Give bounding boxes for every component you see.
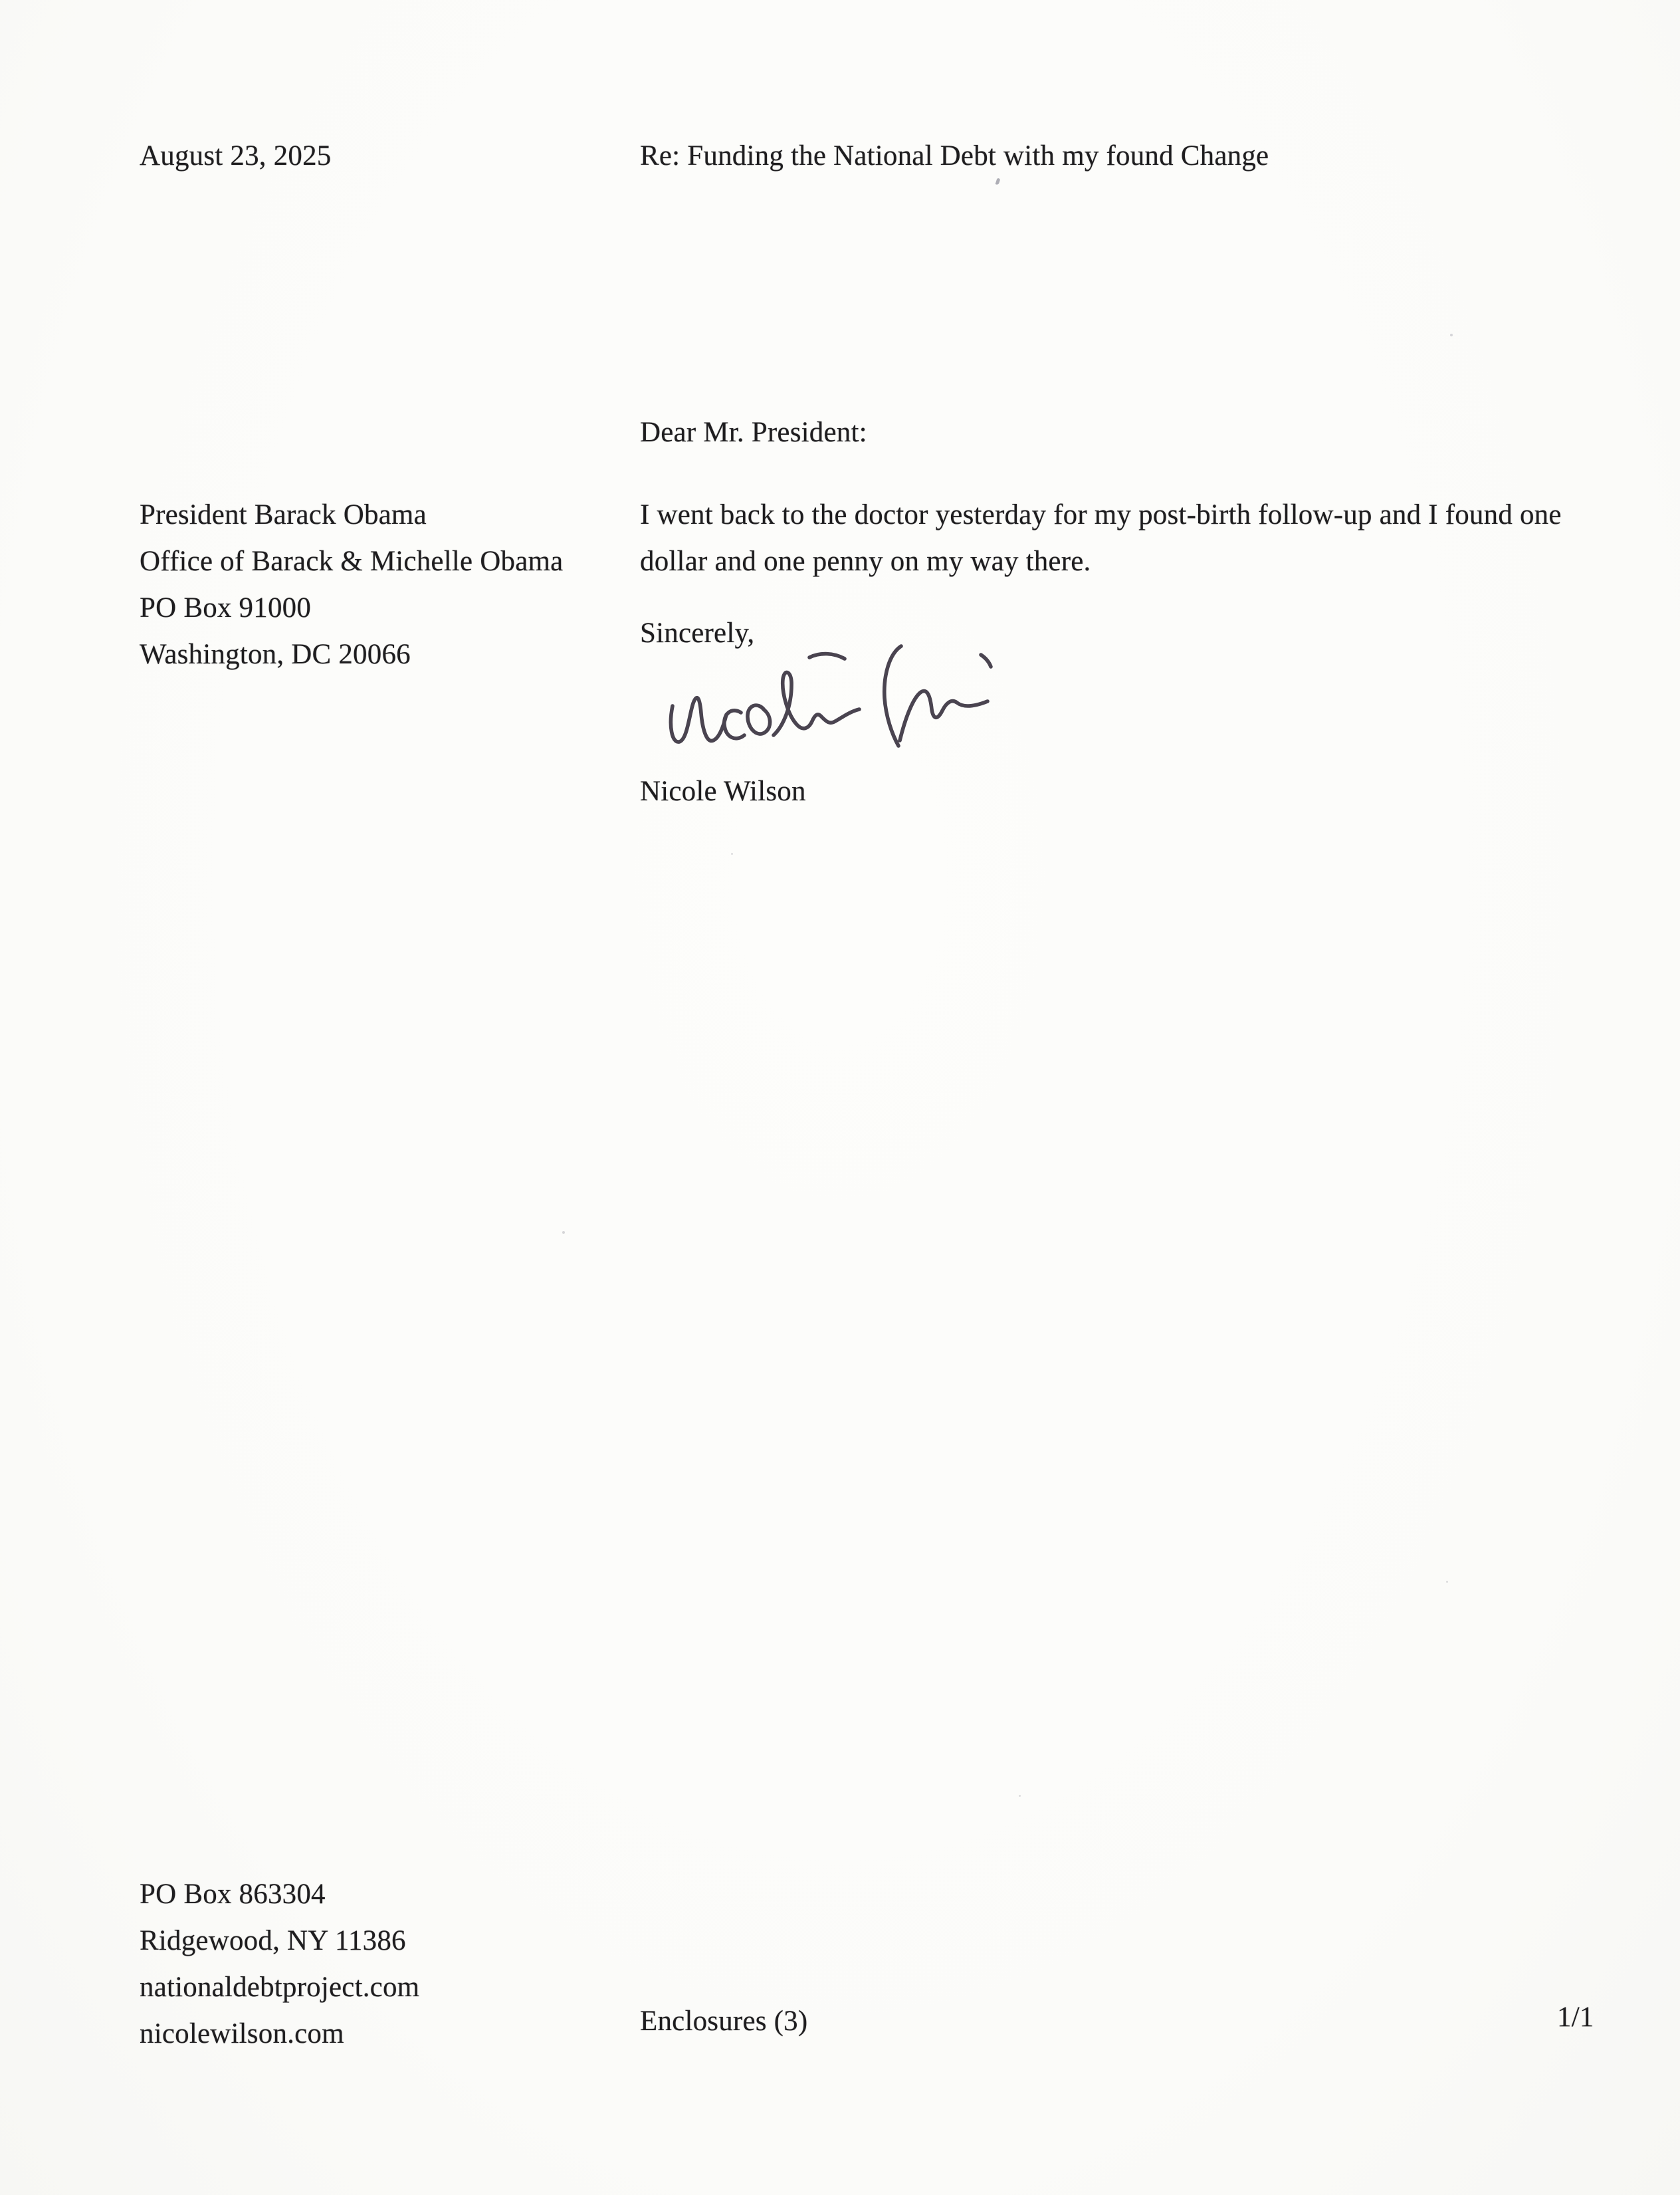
body-line: I went back to the doctor yesterday for my post-birth follow-up and I found one	[640, 499, 1562, 530]
letter-body	[640, 492, 1562, 585]
scan-speck	[731, 853, 733, 855]
sender-line: nicolewilson.com	[140, 2018, 344, 2049]
recipient-line: Office of Barack & Michelle Obama	[140, 546, 564, 577]
subject-line: Re: Funding the National Debt with my found Change	[640, 140, 1269, 172]
body-line: dollar and one penny on my way there.	[640, 546, 1091, 577]
recipient-line: President Barack Obama	[140, 499, 427, 530]
signer-name: Nicole Wilson	[640, 776, 806, 807]
scan-speck	[1446, 1581, 1448, 1583]
scan-speck	[1019, 1795, 1021, 1797]
salutation: Dear Mr. President:	[640, 417, 867, 448]
closing-salutation: Sincerely,	[640, 618, 755, 649]
sender-address-block	[140, 1871, 419, 2057]
scan-speck	[562, 1231, 565, 1234]
page-number: 1/1	[1557, 2002, 1594, 2033]
signature-ink-strokes	[666, 639, 1009, 754]
recipient-line: PO Box 91000	[140, 592, 312, 624]
sender-line: PO Box 863304	[140, 1879, 326, 1910]
recipient-line: Washington, DC 20066	[140, 639, 411, 670]
letter-date: August 23, 2025	[140, 140, 332, 172]
scan-speck	[1450, 334, 1453, 336]
handwritten-signature	[666, 639, 1009, 754]
recipient-address-block	[140, 492, 563, 678]
enclosures-note: Enclosures (3)	[640, 2006, 808, 2037]
sender-line: nationaldebtproject.com	[140, 1972, 420, 2003]
sender-line: Ridgewood, NY 11386	[140, 1925, 406, 1956]
